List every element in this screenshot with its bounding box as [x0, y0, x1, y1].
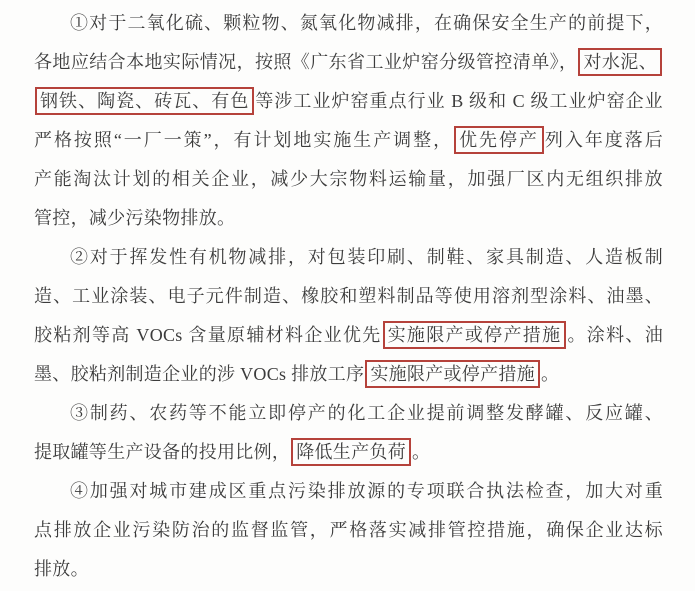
text-run: 排放。 [34, 559, 89, 579]
text-run: ②对于挥发性有机物减排，对包装印刷、制鞋、家具制造、人造板制 [70, 247, 663, 267]
highlight-box: 对水泥、 [578, 48, 662, 76]
text-line [34, 160, 663, 199]
text-line [34, 238, 663, 277]
text-line [34, 43, 663, 82]
text-run: ①对于二氧化硫、颗粒物、氮氧化物减排，在确保安全生产的前提下， [70, 13, 663, 33]
text-line [34, 472, 663, 511]
text-run: 管控，减少污染物排放。 [34, 208, 236, 228]
text-line [34, 355, 663, 394]
text-run: 产能淘汰计划的相关企业，减少大宗物料运输量，加强厂区内无组织排放 [34, 169, 663, 189]
text-run: 点排放企业污染防治的监督监管，严格落实减排管控措施，确保企业达标 [34, 520, 663, 540]
text-run: 等涉工业炉窑重点行业 B 级和 C 级工业炉窑企业 [255, 91, 663, 111]
paragraph-4 [34, 472, 663, 589]
paragraph-1 [34, 4, 663, 238]
text-line [34, 277, 663, 316]
highlight-box: 实施限产或停产措施 [365, 360, 540, 388]
highlight-box: 钢铁、陶瓷、砖瓦、有色 [35, 87, 254, 115]
text-run: 严格按照“一厂一策”，有计划地实施生产调整， [34, 130, 454, 150]
text-run: 造、工业涂装、电子元件制造、橡胶和塑料制品等使用溶剂型涂料、油墨、 [34, 286, 663, 306]
text-run: 墨、胶粘剂制造企业的涉 VOCs 排放工序 [34, 364, 365, 384]
text-run: 。 [541, 364, 560, 384]
text-line [34, 82, 663, 121]
text-run: ④加强对城市建成区重点污染排放源的专项联合执法检查，加大对重 [70, 481, 663, 501]
text-run: 胶粘剂等高 VOCs 含量原辅材料企业优先 [34, 325, 382, 345]
paragraph-2 [34, 238, 663, 394]
text-line [34, 4, 663, 43]
text-run: 。 [412, 442, 431, 462]
highlight-box: 降低生产负荷 [291, 438, 411, 466]
text-line [34, 121, 663, 160]
text-line [34, 511, 663, 550]
text-run: 提取罐等生产设备的投用比例， [34, 442, 291, 462]
text-line [34, 550, 663, 589]
paragraph-3 [34, 394, 663, 472]
text-line [34, 394, 663, 433]
text-line [34, 199, 663, 238]
text-run: 。涂料、油 [567, 325, 664, 345]
text-run: ③制药、农药等不能立即停产的化工企业提前调整发酵罐、反应罐、 [70, 403, 663, 423]
text-line [34, 433, 663, 472]
highlight-box: 实施限产或停产措施 [383, 321, 567, 349]
highlight-box: 优先停产 [454, 126, 544, 154]
text-run: 列入年度落后 [544, 130, 663, 150]
document-body [34, 4, 663, 589]
text-line [34, 316, 663, 355]
text-run: 各地应结合本地实际情况，按照《广东省工业炉窑分级管控清单》， [34, 52, 578, 72]
